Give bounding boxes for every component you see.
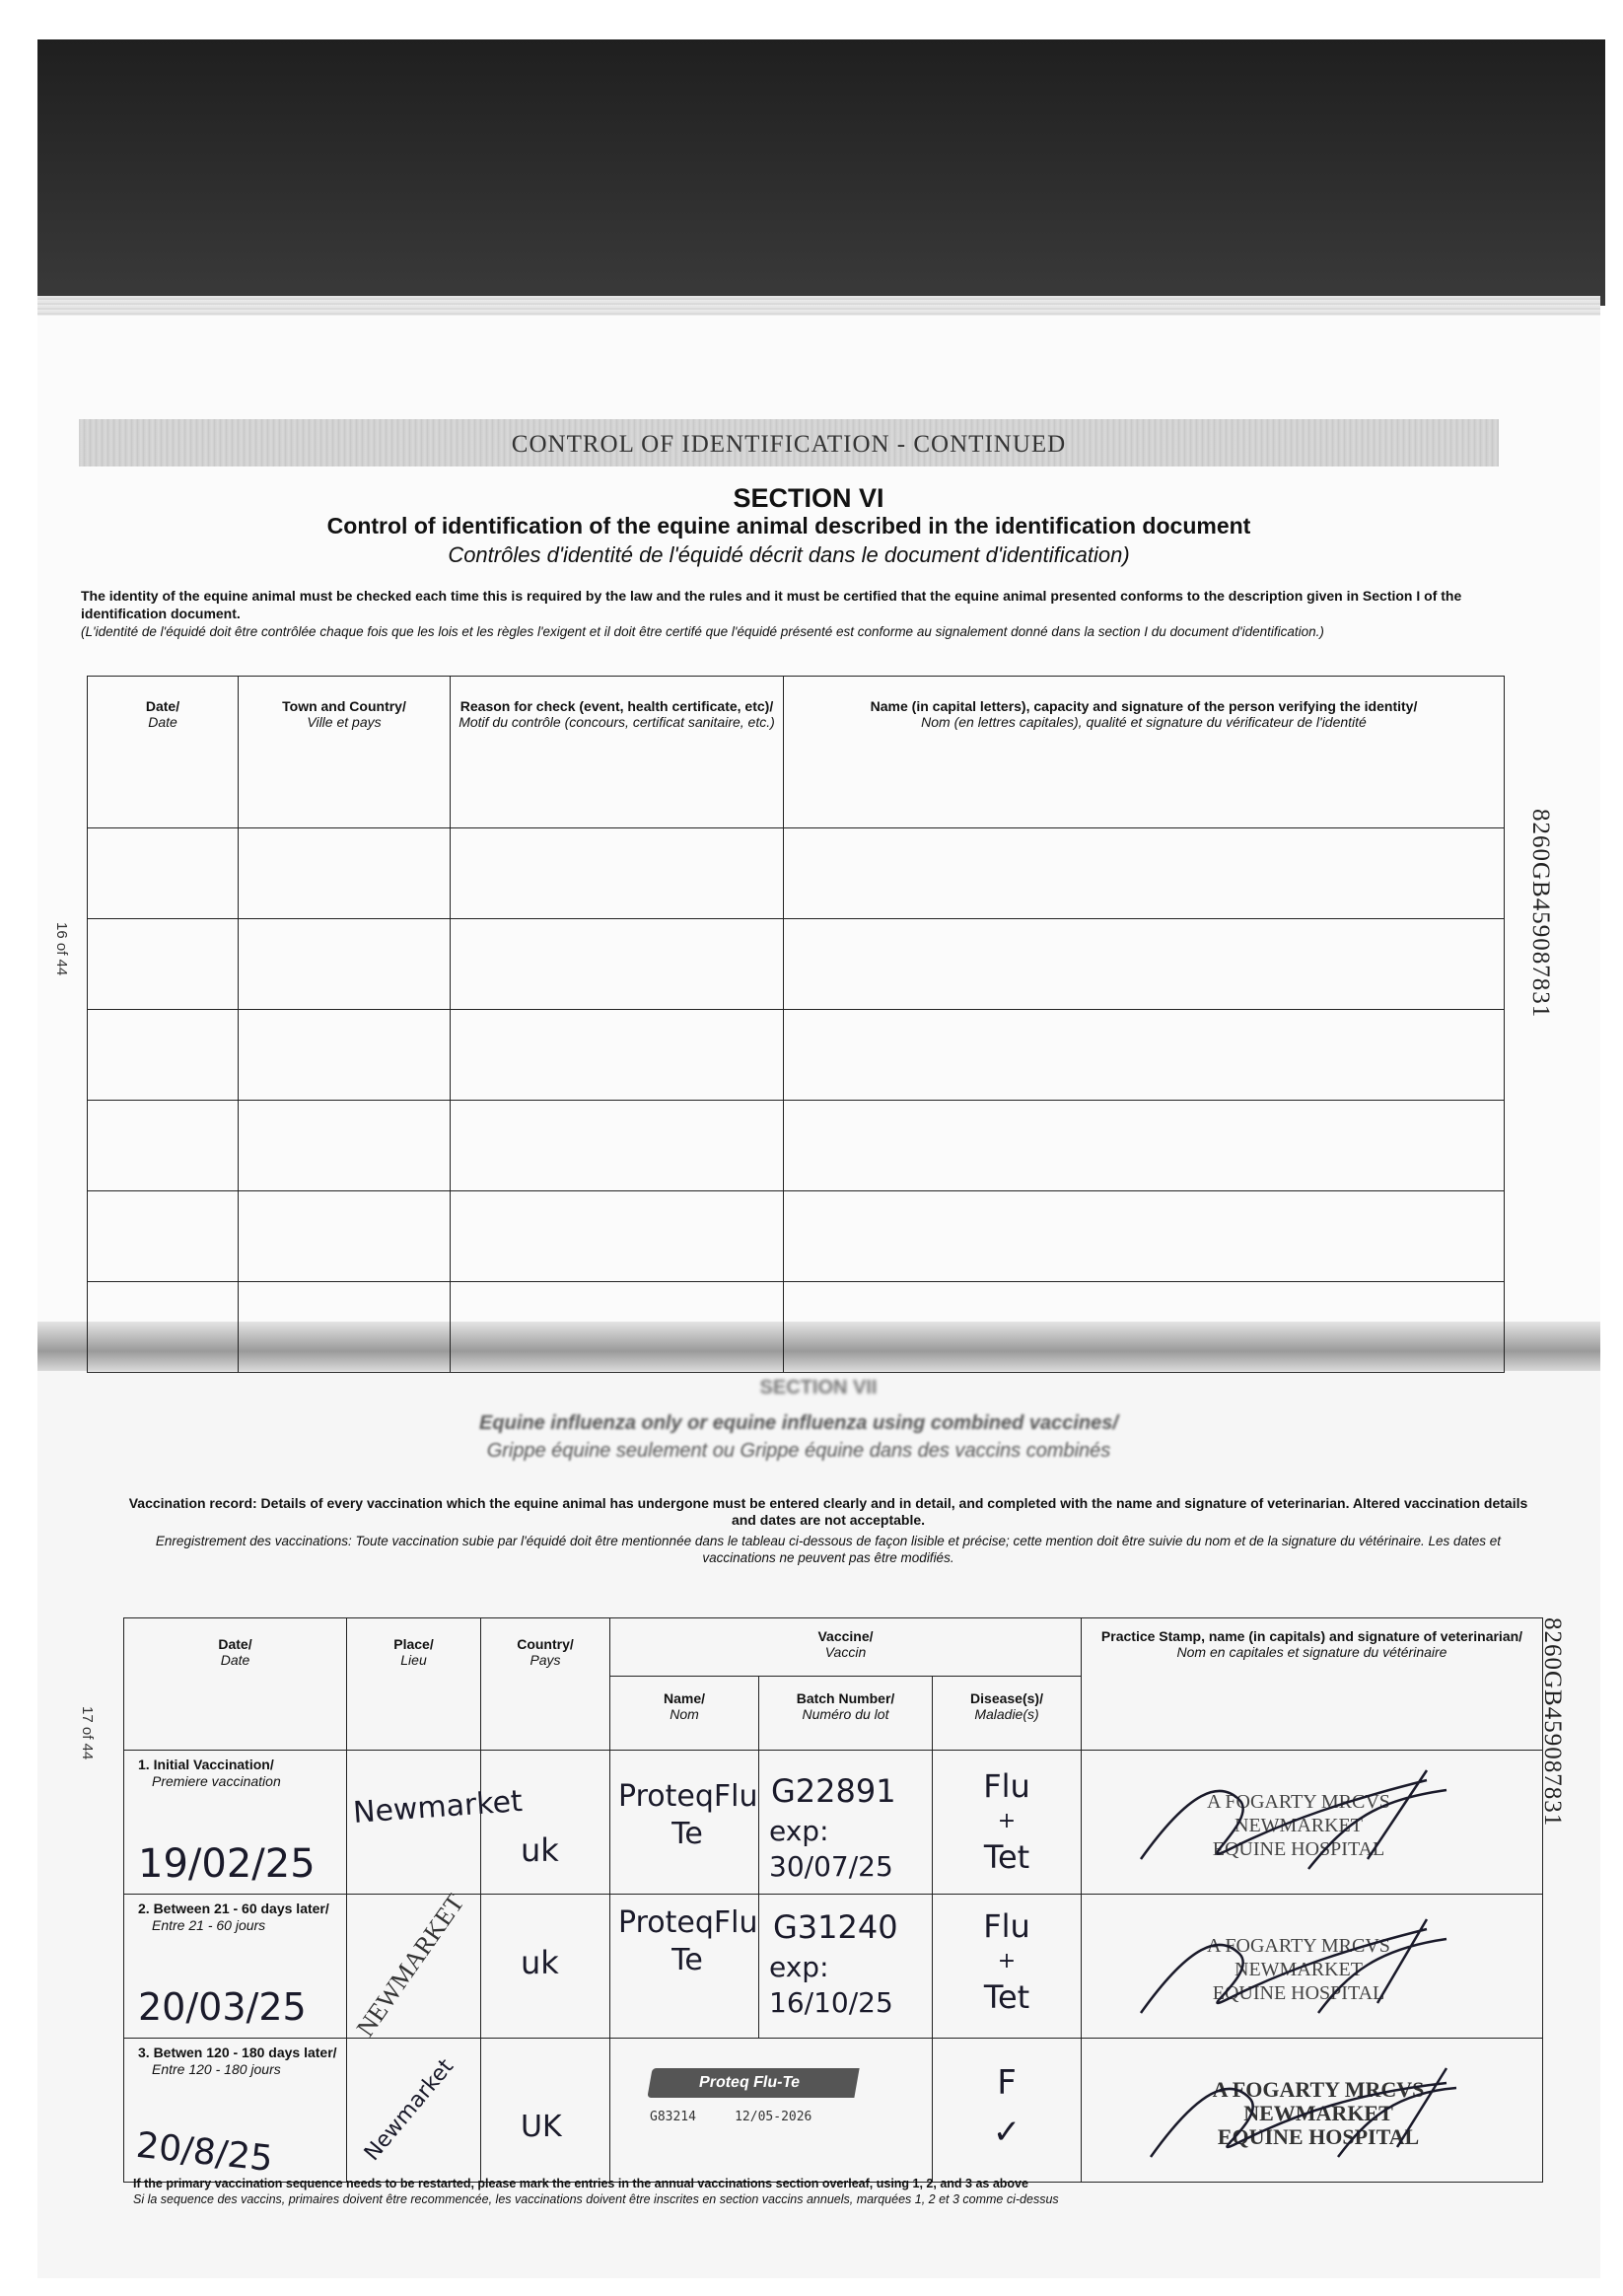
identity-check-table xyxy=(87,676,1505,1373)
handwritten-batch: G22891 xyxy=(771,1772,896,1810)
section-7-heading: SECTION VII xyxy=(759,1377,878,1399)
vaccination-row-1 xyxy=(124,1751,1543,1895)
stage-label: 3. Betwen 120 - 180 days later/ xyxy=(138,2045,337,2060)
footer-note-fr: Si la sequence des vaccins, primaires doivent être recommencée, les vaccinations doivent être inscrites en section vaccins annuels, marquées 1, 2 et 3 comme ci-dessus xyxy=(133,2192,1059,2206)
handwritten-country: UK xyxy=(521,2110,562,2144)
section-6-title-en: Control of identification of the equine animal described in the identification document xyxy=(326,513,1251,538)
page-number-17: 17 of 44 xyxy=(79,1706,96,1760)
sticker-batch: G83214 xyxy=(650,2110,696,2124)
vaccination-record-en: Vaccination record: Details of every vaccination which the equine animal has undergone must be entered clearly and in detail, and completed with the name and signature of veterinarian. Altered vaccination details and dates are not acceptable. xyxy=(128,1495,1528,1528)
table-row xyxy=(88,828,1505,919)
handwritten-disease: Flu + Tet xyxy=(983,1767,1030,1876)
handwritten-expiry: exp: 30/07/25 xyxy=(769,1815,893,1883)
vet-signature xyxy=(1131,1760,1466,1889)
section-6-title-fr: Contrôles d'identité de l'équidé décrit dans le document d'identification) xyxy=(448,542,1130,567)
vet-stamp: A FOGARTY MRCVS NEWMARKET EQUINE HOSPITAL xyxy=(1207,1935,1390,2004)
col-country: Country/ Pays xyxy=(481,1618,610,1751)
vaccination-row-2 xyxy=(124,1895,1543,2039)
section-banner: CONTROL OF IDENTIFICATION - CONTINUED xyxy=(79,419,1499,466)
vet-stamp: A FOGARTY MRCVS NEWMARKET EQUINE HOSPITAL xyxy=(1207,1791,1390,1860)
col-verifier: Name (in capital letters), capacity and signature of the person verifying the identity/ Nom (en lettres capitales), qualité et signature du vérificateur de l'identité xyxy=(784,677,1505,828)
handwritten-expiry: exp: 16/10/25 xyxy=(769,1951,893,2019)
handwritten-country: uk xyxy=(521,1831,559,1869)
sticker-expiry: 12/05-2026 xyxy=(735,2110,812,2124)
handwritten-disease: Flu + Tet xyxy=(983,1907,1030,2016)
col-batch: Batch Number/ Numéro du lot xyxy=(759,1677,933,1751)
col-reason: Reason for check (event, health certificate, etc)/ Motif du contrôle (concours, certificat sanitaire, etc.) xyxy=(451,677,784,828)
vaccine-sticker xyxy=(650,2068,857,2147)
handwritten-date: 20/8/25 xyxy=(134,2124,275,2181)
vet-stamp: A FOGARTY MRCVS NEWMARKET EQUINE HOSPITAL xyxy=(1212,2077,1425,2149)
stage-label: 2. Between 21 - 60 days later/ xyxy=(138,1901,329,1916)
table-row xyxy=(88,1101,1505,1191)
section-6-intro-en: The identity of the equine animal must be checked each time this is required by the law and the rules and it must be certified that the equine animal presented conforms to the description given in Section I of the identification document. xyxy=(81,588,1462,621)
sticker-brand: Proteq Flu-Te xyxy=(697,2074,802,2091)
stage-label-fr: Entre 21 - 60 jours xyxy=(152,1917,266,1933)
col-vaccine-name: Name/ Nom xyxy=(610,1677,759,1751)
col-place: Place/ Lieu xyxy=(347,1618,481,1751)
table-row xyxy=(88,919,1505,1010)
handwritten-place: Newmarket xyxy=(351,1784,524,1830)
handwritten-date: 20/03/25 xyxy=(138,1985,307,2029)
table-row xyxy=(88,1282,1505,1373)
handwritten-country: uk xyxy=(521,1944,559,1981)
col-date: Date/ Date xyxy=(88,677,239,828)
vaccination-table xyxy=(123,1617,1543,2183)
col-stamp: Practice Stamp, name (in capitals) and signature of veterinarian/ Nom en capitales et signature du vétérinaire xyxy=(1082,1618,1543,1751)
section-7-title-fr: Grippe équine seulement ou Grippe équine dans des vaccins combinés xyxy=(486,1440,1111,1462)
stage-label-fr: Entre 120 - 180 jours xyxy=(152,2061,281,2077)
handwritten-vaccine-name: ProteqFlu Te xyxy=(618,1779,758,1851)
section-6-intro-fr: (L'identité de l'équidé doit être contrôlée chaque fois que les lois et les règles l'exigent et il doit être certifé que l'équidé présenté est conforme au signalement donné dans la section I du document d'identification.) xyxy=(81,624,1324,639)
vaccination-record-fr: Enregistrement des vaccinations: Toute vaccination subie par l'équidé doit être mentionnée dans le tableau ci-dessous de façon lisible et précise; cette mention doit être suivie du nom et de la signature du vétérinaire. Les dates et vaccinations ne peuvent pas être modifiés. xyxy=(155,1534,1502,1565)
footer-note-en: If the primary vaccination sequence needs to be restarted, please mark the entries in the annual vaccinations section overleaf, using 1, 2, and 3 as above xyxy=(133,2177,1028,2190)
col-disease: Disease(s)/ Maladie(s) xyxy=(933,1677,1082,1751)
table-row xyxy=(88,1010,1505,1101)
handwritten-disease: F ✓ xyxy=(992,2063,1022,2152)
col-date: Date/ Date xyxy=(124,1618,347,1751)
handwritten-date: 19/02/25 xyxy=(138,1841,316,1887)
place-stamp: NEWMARKET xyxy=(350,1889,470,2043)
dark-background xyxy=(37,39,1605,306)
handwritten-batch: G31240 xyxy=(773,1908,898,1946)
stage-label: 1. Initial Vaccination/ xyxy=(138,1757,274,1772)
ueln-code-bottom: 8260GB459087831 xyxy=(1539,1617,1566,1828)
vet-signature xyxy=(1141,2048,1476,2177)
handwritten-place: Newmarket xyxy=(359,2054,459,2166)
handwritten-vaccine-name: ProteqFlu Te xyxy=(618,1905,758,1977)
vaccination-row-3 xyxy=(124,2039,1543,2183)
ueln-code-top: 8260GB459087831 xyxy=(1527,809,1554,1019)
col-vaccine: Vaccine/ Vaccin xyxy=(610,1618,1082,1677)
page-number-16: 16 of 44 xyxy=(53,922,70,976)
table-row xyxy=(88,1191,1505,1282)
section-7-title-en: Equine influenza only or equine influenza using combined vaccines/ xyxy=(479,1412,1118,1434)
section-6-heading: SECTION VI xyxy=(733,483,884,513)
vet-signature xyxy=(1131,1904,1466,2033)
col-town-country: Town and Country/ Ville et pays xyxy=(239,677,451,828)
stage-label-fr: Premiere vaccination xyxy=(152,1773,281,1789)
